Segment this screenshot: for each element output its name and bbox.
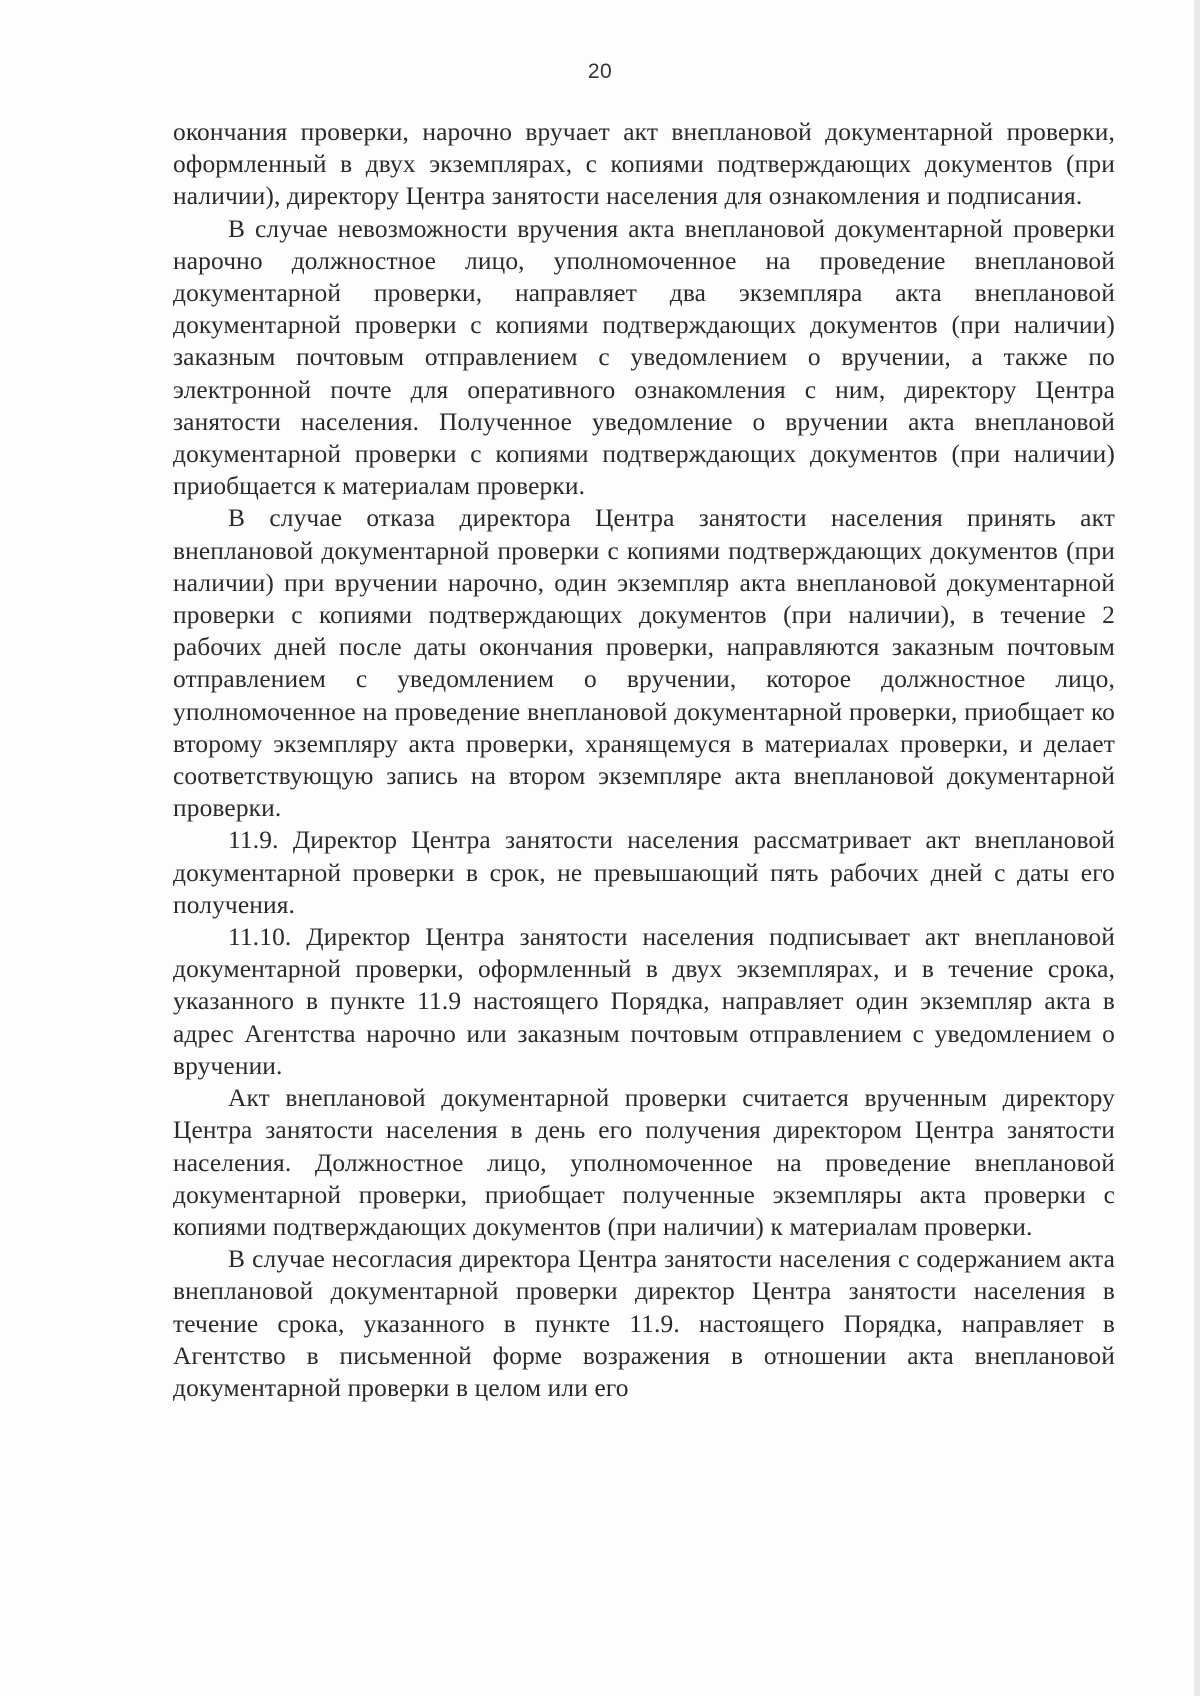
scan-edge (1194, 0, 1200, 1696)
paragraph: Акт внеплановой документарной проверки считается врученным директору Центра занятости населения в день его получения директором Центра занятости населения. Должностное лицо, уполномоченное на проведение внеплановой документарной проверки, приобщает полученные экземпляры акта проверки с копиями подтверждающих документов (при наличии) к материалам проверки. (173, 1084, 1115, 1241)
paragraph-clause-11-9: 11.9. Директор Центра занятости населения рассматривает акт внеплановой документарной проверки в срок, не превышающий пять рабочих дней с даты его получения. (173, 826, 1115, 919)
paragraph: В случае несогласия директора Центра занятости населения с содержанием акта внеплановой документарной проверки директор Центра занятости населения в течение срока, указанного в пункте 11.9. настоящего Порядка, направляет в Агентство в письменной форме возражения в отношении акта внеплановой документарной проверки в целом или его (173, 1245, 1115, 1402)
document-body (173, 116, 1115, 1404)
paragraph-continuation: окончания проверки, нарочно вручает акт внеплановой документарной проверки, оформленный в двух экземплярах, с копиями подтверждающих документов (при наличии), директору Центра занятости населения для ознакомления и подписания. (173, 118, 1115, 211)
paragraph: В случае невозможности вручения акта внеплановой документарной проверки нарочно должностное лицо, уполномоченное на проведение внеплановой документарной проверки, направляет два экземпляра акта внеплановой документарной проверки с копиями подтверждающих документов (при наличии) заказным почтовым отправлением с уведомлением о вручении, а также по электронной почте для оперативного ознакомления с ним, директору Центра занятости населения. Полученное уведомление о вручении акта внеплановой документарной проверки с копиями подтверждающих документов (при наличии) приобщается к материалам проверки. (173, 214, 1115, 501)
page-number: 20 (587, 60, 613, 83)
paragraph-clause-11-10: 11.10. Директор Центра занятости населения подписывает акт внеплановой документарной проверки, оформленный в двух экземплярах, и в течение срока, указанного в пункте 11.9 настоящего Порядка, направляет один экземпляр акта в адрес Агентства нарочно или заказным почтовым отправлением с уведомлением о вручении. (173, 923, 1115, 1080)
paragraph: В случае отказа директора Центра занятости населения принять акт внеплановой документарной проверки с копиями подтверждающих документов (при наличии) при вручении нарочно, один экземпляр акта внеплановой документарной проверки с копиями подтверждающих документов (при наличии), в течение 2 рабочих дней после даты окончания проверки, направляются заказным почтовым отправлением с уведомлением о вручении, которое должностное лицо, уполномоченное на проведение внеплановой документарной проверки, приобщает ко второму экземпляру акта проверки, хранящемуся в материалах проверки, и делает соответствующую запись на втором экземпляре акта внеплановой документарной проверки. (173, 504, 1115, 823)
